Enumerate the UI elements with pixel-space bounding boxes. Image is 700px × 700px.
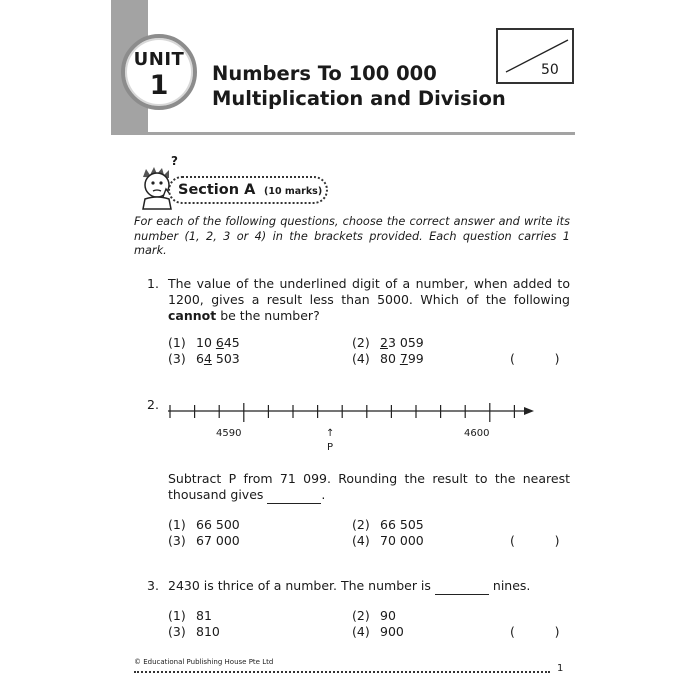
q1-text [168,276,570,324]
q1-option-2[interactable] [352,335,424,350]
q3-option-key: (4) [352,624,370,639]
q3-text-start: 2430 is thrice of a number. The number is [168,578,431,593]
q3-option-key: (1) [168,608,186,623]
section-instructions: For each of the following questions, choose the correct answer and write its number (1, 2, 3 or 4) in the brackets provided. Each question carries 1 mark. [134,215,570,257]
q1-text-bold: cannot [168,308,217,323]
number-line-label-right: 4600 [464,428,490,439]
q2-option-3[interactable] [168,533,240,548]
q3-option-value: 900 [380,624,404,639]
q2-option-value: 67 000 [196,533,240,548]
unit-word: UNIT [133,49,185,70]
number-line [150,398,540,428]
q2-option-1[interactable] [168,517,240,532]
q3-option-2[interactable] [352,608,396,623]
pointer-label: P [327,442,334,453]
unit-title-line1: Numbers To 100 000 [212,62,437,85]
q2-option-value: 66 500 [196,517,240,532]
q1-option-4[interactable] [352,351,424,366]
q1-option-key: (2) [352,335,370,350]
q3-option-key: (2) [352,608,370,623]
q1-option-1[interactable] [168,335,240,350]
q1-answer-bracket[interactable]: ( ) [510,351,560,366]
q1-option-value-end: 503 [211,351,240,366]
unit-title-line2: Multiplication and Division [212,87,506,110]
q1-underlined-digit: 2 [380,335,388,350]
copyright-footer: © Educational Publishing House Pte Ltd [134,658,274,666]
q2-text-end: . [321,487,326,502]
q2-text-start: Subtract P from 71 099. Rounding the result to the nearest thousand gives [168,471,570,502]
q2-option-2[interactable] [352,517,424,532]
q3-answer-blank [435,578,489,595]
q1-option-value-end: 3 059 [387,335,424,350]
q1-option-value-start: 6 [196,351,204,366]
section-title: Section A [178,182,256,198]
score-slash [498,30,572,82]
q1-underlined-digit: 6 [215,335,224,350]
q2-option-value: 70 000 [380,533,424,548]
q1-option-value-start: 80 [380,351,400,366]
q2-option-key: (3) [168,533,186,548]
q3-option-value: 90 [380,608,396,623]
page-number: 1 [557,663,564,674]
question-mark: ? [171,154,178,168]
q1-option-key: (1) [168,335,186,350]
q1-option-3[interactable] [168,351,240,366]
header-divider [111,132,575,135]
q2-number: 2. [147,397,159,412]
q2-option-key: (2) [352,517,370,532]
q2-option-key: (1) [168,517,186,532]
unit-number: 1 [149,70,169,101]
q1-text-start: The value of the underlined digit of a number, when added to 1200, gives a result less than 5000. Which of the following [168,276,570,307]
q1-option-value-end: 99 [407,351,424,366]
q1-option-value-start: 10 [196,335,216,350]
q1-number: 1. [147,276,159,291]
q3-option-1[interactable] [168,608,212,623]
q1-option-key: (4) [352,351,370,366]
q3-option-key: (3) [168,624,186,639]
unit-badge [121,34,197,110]
q3-option-value: 81 [196,608,212,623]
q2-answer-blank [267,487,321,504]
score-box [496,28,574,84]
q1-option-key: (3) [168,351,186,366]
q3-option-4[interactable] [352,624,404,639]
q2-text [168,471,570,504]
q3-text [168,578,530,595]
footer-dotted-rule [134,671,550,673]
q2-option-value: 66 505 [380,517,424,532]
q3-answer-bracket[interactable]: ( ) [510,624,560,639]
q3-number: 3. [147,578,159,593]
pointer-arrow: ↑ [326,428,335,439]
score-total: 50 [541,62,559,78]
q1-underlined-digit: 7 [399,351,408,366]
unit-title [212,61,506,111]
section-marks: (10 marks) [264,186,323,197]
q3-text-end: nines. [492,578,531,593]
q3-option-value: 810 [196,624,220,639]
number-line-label-left: 4590 [216,428,242,439]
q3-option-3[interactable] [168,624,220,639]
q2-option-4[interactable] [352,533,424,548]
q1-text-end: be the number? [216,308,320,323]
q1-option-value-end: 45 [223,335,240,350]
q2-option-key: (4) [352,533,370,548]
q2-answer-bracket[interactable]: ( ) [510,533,560,548]
q1-underlined-digit: 4 [203,351,212,366]
